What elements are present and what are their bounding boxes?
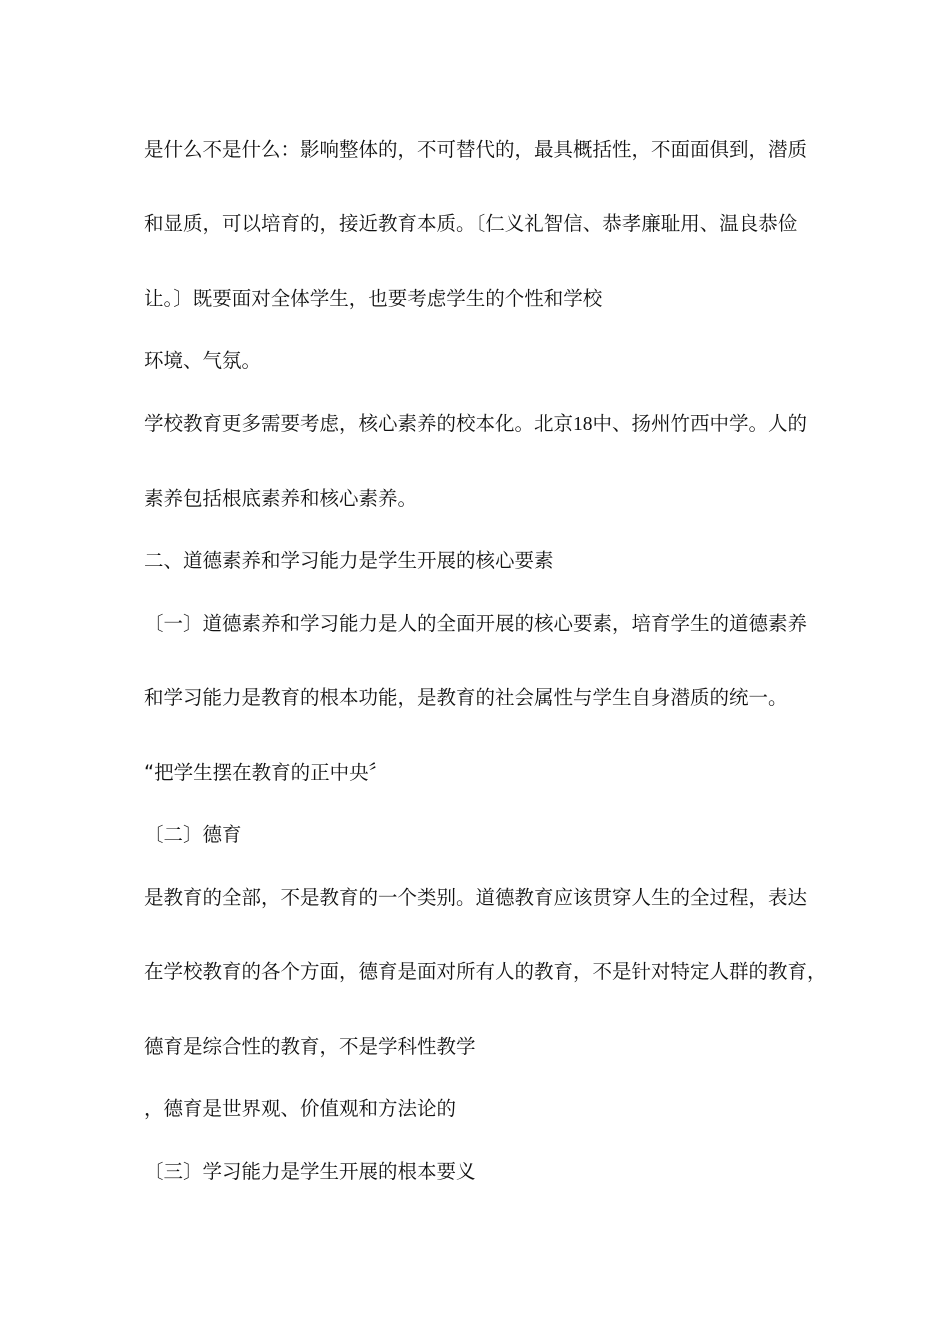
text-line-5-part-1: 学校教育更多需要考虑，核心素养的校本化。北京: [144, 412, 574, 435]
section-heading-2: 二、道德素养和学习能力是学生开展的核心要素: [144, 549, 554, 572]
quote-line: “把学生摆在教育的正中央〞: [144, 761, 389, 784]
text-line-1: 是什么不是什么：影响整体的，不可替代的，最具概括性，不面面俱到，潜质: [144, 138, 808, 161]
text-line-5-number: 18: [573, 414, 593, 435]
text-line-3: 让。〕既要面对全体学生，也要考虑学生的个性和学校: [144, 287, 603, 310]
text-line-15: ，德育是世界观、价值观和方法论的: [144, 1097, 457, 1120]
text-line-9: 和学习能力是教育的根本功能，是教育的社会属性与学生自身潜质的统一。: [144, 686, 788, 709]
text-line-4: 环境、气氛。: [144, 349, 262, 372]
text-line-2: 和显质，可以培育的，接近教育本质。〔仁义礼智信、恭孝廉耻用、温良恭俭: [144, 212, 798, 235]
text-line-6: 素养包括根底素养和核心素养。: [144, 487, 418, 510]
text-line-5-part-2: 中、扬州竹西中学。人的: [592, 412, 808, 435]
subsection-heading-2: 〔二〕德育: [144, 823, 242, 846]
text-line-12: 是教育的全部，不是教育的一个类别。道德教育应该贯穿人生的全过程，表达: [144, 886, 808, 909]
text-line-5: [144, 411, 824, 438]
text-line-14: 德育是综合性的教育，不是学科性教学: [144, 1035, 476, 1058]
text-line-13: 在学校教育的各个方面，德育是面对所有人的教育，不是针对特定人群的教育，: [144, 960, 827, 983]
text-line-8: 〔一〕道德素养和学习能力是人的全面开展的核心要素，培育学生的道德素养: [144, 612, 808, 635]
subsection-heading-3: 〔三〕学习能力是学生开展的根本要义: [144, 1160, 476, 1183]
